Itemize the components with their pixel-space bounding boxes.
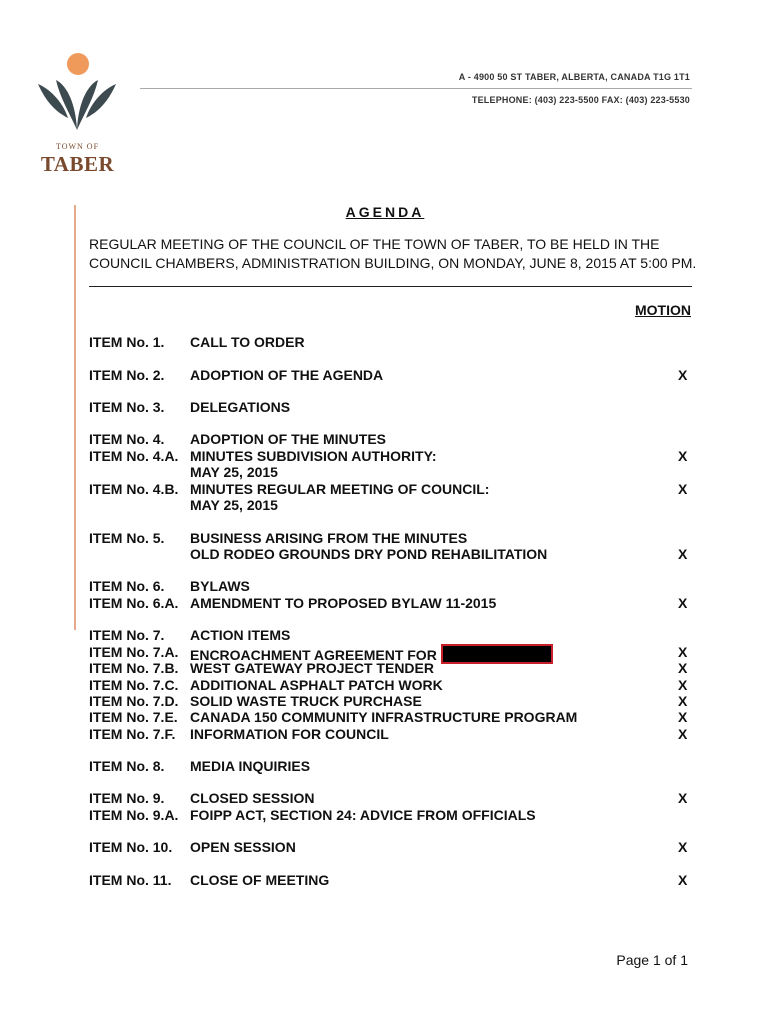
agenda-line bbox=[0, 790, 770, 807]
item-title bbox=[190, 334, 305, 350]
meeting-intro: REGULAR MEETING OF THE COUNCIL OF THE TOWN OF TABER, TO BE HELD IN THE COUNCIL CHAMBERS, ADMINISTRATION BUILDING, ON MONDAY, JUNE 8, 2015 AT 5:00 PM. bbox=[89, 236, 697, 271]
item-title-text: ACTION ITEMS bbox=[190, 627, 291, 643]
item-number: ITEM No. 10. bbox=[89, 839, 173, 855]
item-title-text: MEDIA INQUIRIES bbox=[190, 758, 311, 774]
agenda-line bbox=[0, 758, 770, 775]
motion-mark: X bbox=[678, 726, 688, 742]
agenda-line bbox=[0, 530, 770, 547]
item-title-text: CANADA 150 COMMUNITY INFRASTRUCTURE PROGRAM bbox=[190, 709, 578, 725]
item-title-text: MAY 25, 2015 bbox=[190, 464, 278, 480]
item-title bbox=[190, 627, 290, 643]
item-title bbox=[190, 481, 489, 497]
address-line: A - 4900 50 ST TABER, ALBERTA, CANADA T1G 1T1 bbox=[458, 72, 690, 82]
item-number: ITEM No. 9.A. bbox=[89, 807, 179, 823]
item-number: ITEM No. 7.B. bbox=[89, 660, 179, 676]
item-number: ITEM No. 7.A. bbox=[89, 644, 179, 660]
agenda-line bbox=[0, 464, 770, 481]
item-title-text: AMENDMENT TO PROPOSED BYLAW 11-2015 bbox=[190, 595, 497, 611]
motion-mark: X bbox=[678, 709, 688, 725]
item-title bbox=[190, 367, 383, 383]
agenda-line bbox=[0, 399, 770, 416]
item-title bbox=[190, 807, 536, 823]
item-number: ITEM No. 7.F. bbox=[89, 726, 176, 742]
item-title-text: OPEN SESSION bbox=[190, 839, 296, 855]
motion-mark: X bbox=[678, 790, 688, 806]
item-title-text: MINUTES REGULAR MEETING OF COUNCIL: bbox=[190, 481, 490, 497]
item-title bbox=[190, 464, 278, 480]
item-title bbox=[190, 399, 290, 415]
item-title bbox=[190, 431, 386, 447]
motion-mark: X bbox=[678, 872, 688, 888]
item-title bbox=[190, 693, 422, 709]
agenda-line bbox=[0, 627, 770, 644]
agenda-line bbox=[0, 726, 770, 743]
item-title bbox=[190, 660, 434, 676]
item-number: ITEM No. 7. bbox=[89, 627, 165, 643]
item-title bbox=[190, 872, 329, 888]
agenda-line bbox=[0, 431, 770, 448]
agenda-line bbox=[0, 677, 770, 694]
item-title-text: BUSINESS ARISING FROM THE MINUTES bbox=[190, 530, 468, 546]
motion-mark: X bbox=[678, 839, 688, 855]
item-title bbox=[190, 677, 443, 693]
agenda-line bbox=[0, 644, 770, 661]
item-number: ITEM No. 6.A. bbox=[89, 595, 179, 611]
item-title-text: MAY 25, 2015 bbox=[190, 497, 278, 513]
item-number: ITEM No. 3. bbox=[89, 399, 165, 415]
item-title-text: ADDITIONAL ASPHALT PATCH WORK bbox=[190, 677, 443, 693]
item-number: ITEM No. 7.C. bbox=[89, 677, 179, 693]
item-title bbox=[190, 497, 278, 513]
item-title bbox=[190, 578, 250, 594]
agenda-line bbox=[0, 334, 770, 351]
agenda-line bbox=[0, 709, 770, 726]
item-title-text: DELEGATIONS bbox=[190, 399, 291, 415]
motion-mark: X bbox=[678, 546, 688, 562]
item-title-text: ADOPTION OF THE AGENDA bbox=[190, 367, 384, 383]
item-number: ITEM No. 4.A. bbox=[89, 448, 179, 464]
margin-line bbox=[74, 205, 76, 630]
item-number: ITEM No. 6. bbox=[89, 578, 165, 594]
item-number: ITEM No. 7.D. bbox=[89, 693, 179, 709]
agenda-line bbox=[0, 693, 770, 710]
agenda-line bbox=[0, 481, 770, 498]
item-title bbox=[190, 758, 310, 774]
item-title bbox=[190, 790, 314, 806]
agenda-line bbox=[0, 497, 770, 514]
motion-mark: X bbox=[678, 595, 688, 611]
item-title-text: SOLID WASTE TRUCK PURCHASE bbox=[190, 693, 422, 709]
item-title-text: MINUTES SUBDIVISION AUTHORITY: bbox=[190, 448, 437, 464]
item-title bbox=[190, 448, 437, 464]
item-number: ITEM No. 4.B. bbox=[89, 481, 179, 497]
motion-mark: X bbox=[678, 367, 688, 383]
town-logo bbox=[30, 50, 125, 185]
motion-mark: X bbox=[678, 644, 688, 660]
item-number: ITEM No. 9. bbox=[89, 790, 165, 806]
item-title bbox=[190, 595, 496, 611]
item-number: ITEM No. 7.E. bbox=[89, 709, 178, 725]
item-title-text: ENCROACHMENT AGREEMENT FOR bbox=[190, 647, 437, 663]
item-number: ITEM No. 5. bbox=[89, 530, 165, 546]
item-number: ITEM No. 8. bbox=[89, 758, 165, 774]
item-title bbox=[190, 839, 296, 855]
agenda-line bbox=[0, 807, 770, 824]
agenda-line bbox=[0, 839, 770, 856]
item-number: ITEM No. 4. bbox=[89, 431, 165, 447]
header-divider bbox=[140, 88, 692, 89]
motion-mark: X bbox=[678, 693, 688, 709]
agenda-title: AGENDA bbox=[345, 204, 425, 220]
agenda-line bbox=[0, 448, 770, 465]
agenda-line bbox=[0, 660, 770, 677]
agenda-line bbox=[0, 595, 770, 612]
item-title-text: BYLAWS bbox=[190, 578, 250, 594]
item-title-text: CLOSED SESSION bbox=[190, 790, 315, 806]
town-emblem-icon bbox=[34, 50, 120, 140]
item-title-text: OLD RODEO GROUNDS DRY POND REHABILITATION bbox=[190, 546, 548, 562]
motion-mark: X bbox=[678, 448, 688, 464]
town-name: TABER bbox=[40, 152, 115, 176]
item-number: ITEM No. 11. bbox=[89, 872, 172, 888]
item-title-text: FOIPP ACT, SECTION 24: ADVICE FROM OFFICIALS bbox=[190, 807, 536, 823]
item-title bbox=[190, 546, 547, 562]
motion-column-header: MOTION bbox=[635, 302, 691, 318]
item-title-text: INFORMATION FOR COUNCIL bbox=[190, 726, 389, 742]
item-title-text: CALL TO ORDER bbox=[190, 334, 305, 350]
motion-mark: X bbox=[678, 660, 688, 676]
motion-mark: X bbox=[678, 481, 688, 497]
item-title-text: WEST GATEWAY PROJECT TENDER bbox=[190, 660, 434, 676]
town-of-label: TOWN OF bbox=[55, 142, 100, 151]
page-number: Page 1 of 1 bbox=[616, 952, 688, 968]
agenda-line bbox=[0, 578, 770, 595]
item-title bbox=[190, 709, 577, 725]
item-title-text: CLOSE OF MEETING bbox=[190, 872, 330, 888]
agenda-line bbox=[0, 872, 770, 889]
intro-divider bbox=[89, 286, 692, 287]
phone-line: TELEPHONE: (403) 223-5500 FAX: (403) 223-5530 bbox=[471, 95, 690, 105]
agenda-line bbox=[0, 546, 770, 563]
item-title bbox=[190, 530, 467, 546]
item-number: ITEM No. 1. bbox=[89, 334, 165, 350]
item-title bbox=[190, 726, 389, 742]
item-title-text: ADOPTION OF THE MINUTES bbox=[190, 431, 386, 447]
item-number: ITEM No. 2. bbox=[89, 367, 165, 383]
motion-mark: X bbox=[678, 677, 688, 693]
agenda-line bbox=[0, 367, 770, 384]
